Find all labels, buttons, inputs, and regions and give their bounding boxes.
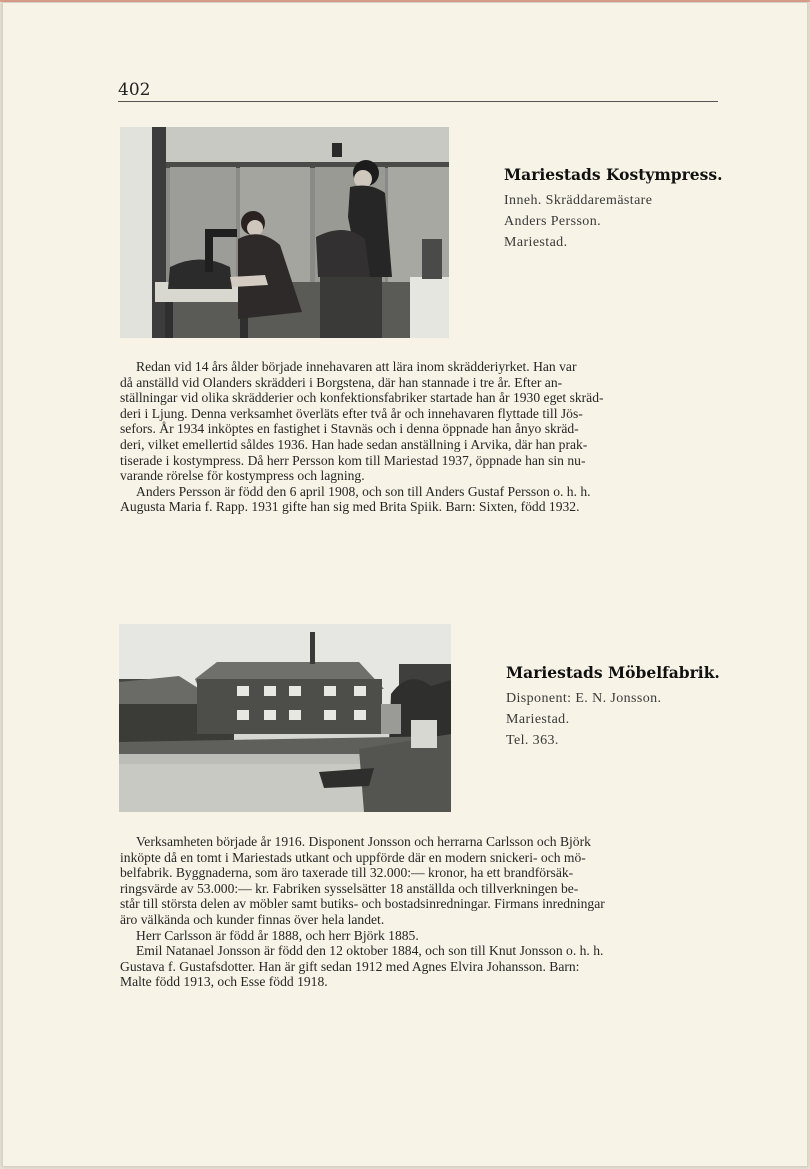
text-line: sefors. År 1934 inköptes en fastighet i Stavnäs och i denna öppnade han ånyo skräd- [120,421,579,437]
entry-2-text [120,834,720,990]
company-name: Mariestads Möbelfabrik. [506,663,720,682]
entry-2-caption [506,663,720,751]
caption-line: Anders Persson. [504,214,601,229]
text-line: Verksamheten började år 1916. Disponent Jonsson och herrarna Carlsson och Björk [136,834,591,849]
page-number: 402 [118,80,151,100]
text-line: Herr Carlsson är född år 1888, och herr Björk 1885. [136,927,419,943]
text-line: ringsvärde av 53.000:— kr. Fabriken sysselsätter 18 anställda och tillverkningen be- [120,880,579,896]
text-line: Gustava f. Gustafsdotter. Han är gift sedan 1912 med Agnes Elvira Johansson. Barn: [120,958,580,974]
text-line: deri i Ljung. Denna verksamhet överläts efter två år och innehavaren flyttade till Jös- [120,405,583,421]
text-line: Emil Natanael Jonsson är född den 12 oktober 1884, och son till Knut Jonsson o. h. h. [136,943,604,959]
caption-line: Mariestad. [504,235,568,250]
tailor-workshop-photo [120,127,449,338]
caption-line: Tel. 363. [506,733,559,748]
text-line: tiserade i kostympress. Då herr Persson kom till Mariestad 1937, öppnade han sin nu- [120,452,586,468]
header-rule [118,101,718,102]
text-line: ställningar vid olika skrädderier och konfektionsfabriker startade han år 1930 eget skräd- [120,390,604,406]
text-line: varande rörelse för kostympress och lagning. [120,468,365,484]
caption-line: Disponent: E. N. Jonsson. [506,691,662,706]
text-line: deri, vilket emellertid såldes 1936. Han hade sedan anställning i Arvika, där han prak- [120,436,588,452]
caption-line: Inneh. Skräddaremästare [504,193,653,208]
entry-1-caption [504,165,722,253]
text-line: då anställd vid Olanders skrädderi i Borgstena, där han stannade i tre år. Efter an- [120,374,563,390]
text-line: belfabrik. Byggnaderna, som äro taxerade till 32.000:— kronor, ha ett brandförsäk- [120,865,574,881]
entry-1-text [120,359,720,515]
company-name: Mariestads Kostympress. [504,165,723,184]
caption-line: Mariestad. [506,712,570,727]
text-line: Anders Persson är född den 6 april 1908, och son till Anders Gustaf Persson o. h. h. [136,483,591,499]
text-line: inköpte då en tomt i Mariestads utkant och uppförde där en modern snickeri- och mö- [120,849,586,865]
text-line: står till största delen av möbler samt butiks- och bostadsinredningar. Firmans inredningar [120,896,605,912]
text-line: Redan vid 14 års ålder började innehavaren att lära inom skrädderiyrket. Han var [136,359,577,374]
text-line: Augusta Maria f. Rapp. 1931 gifte han sig med Brita Spiik. Barn: Sixten, född 1932. [120,499,580,515]
text-line: äro välkända och kunder finnas över hela landet. [120,911,385,927]
factory-building-photo [119,624,451,812]
text-line: Malte född 1913, och Esse född 1918. [120,974,328,990]
